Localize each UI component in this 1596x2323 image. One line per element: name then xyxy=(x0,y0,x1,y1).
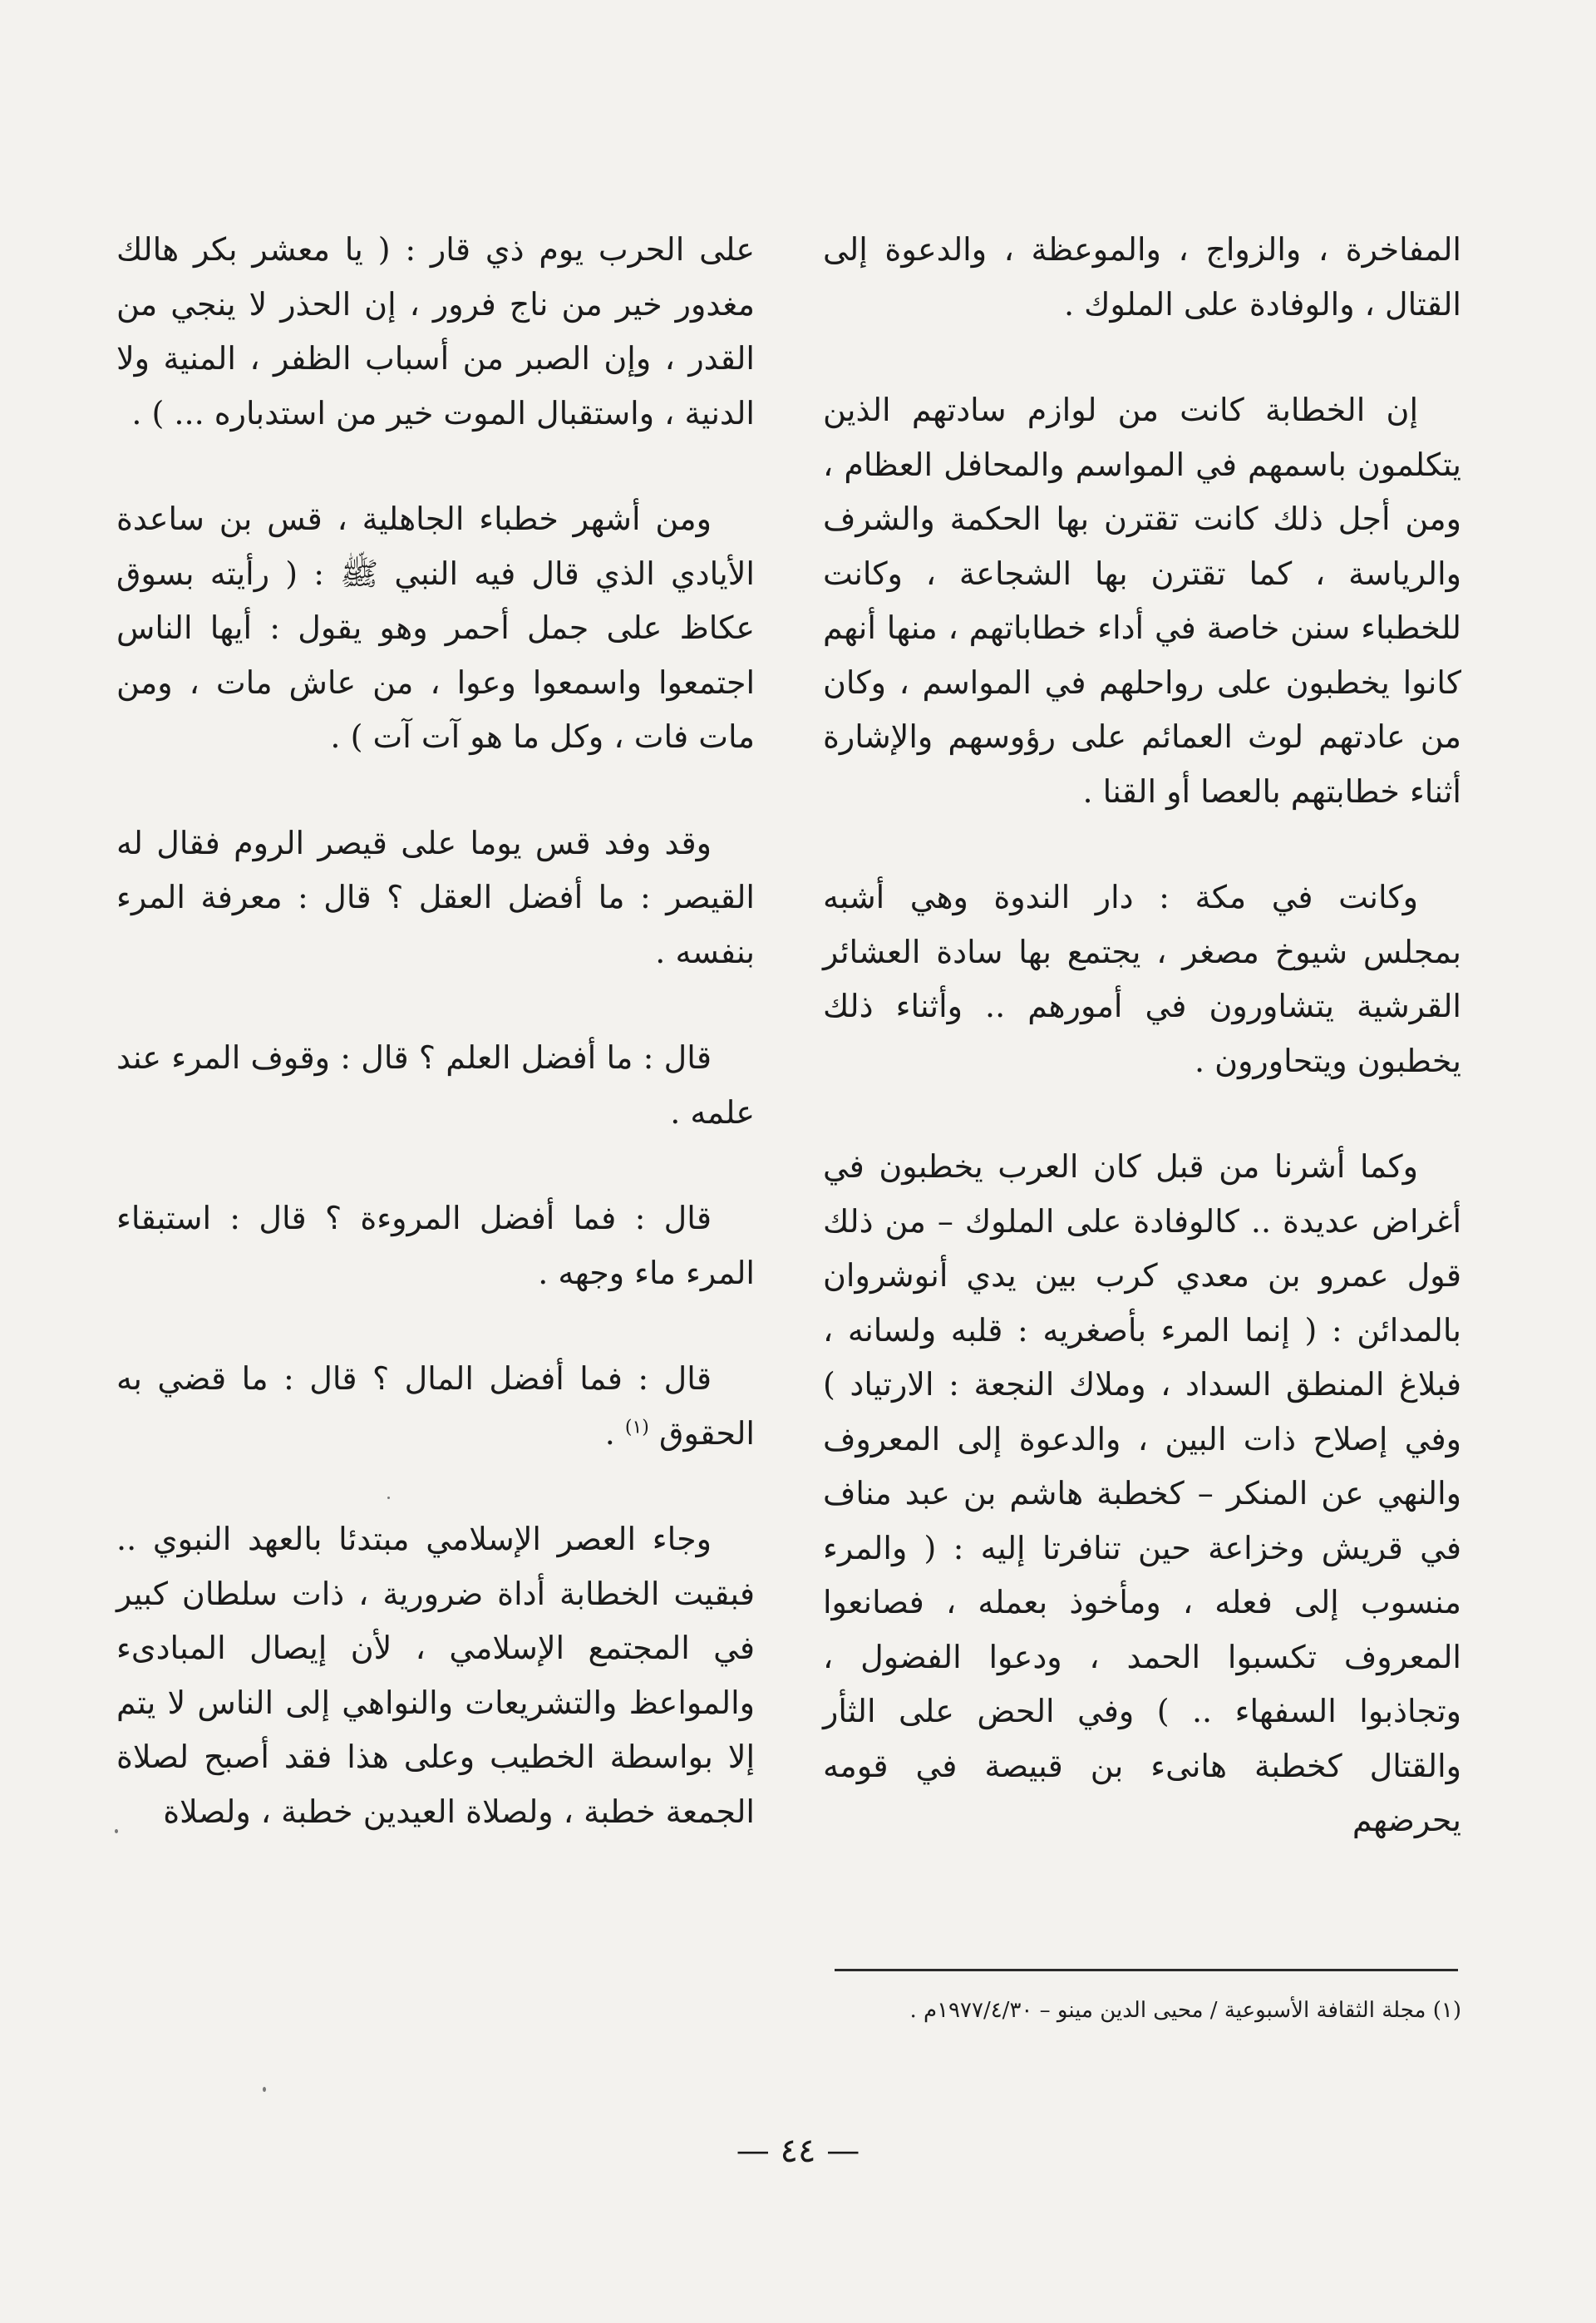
paragraph: المفاخرة ، والزواج ، والموعظة ، والدعوة إلى القتال ، والوفادة على الملوك . xyxy=(823,231,1461,323)
paragraph: قال : ما أفضل العلم ؟ قال : وقوف المرء عند علمه . xyxy=(116,1039,755,1131)
footnote-divider xyxy=(835,1969,1458,1971)
page-number: — ٤٤ — xyxy=(736,2132,860,2170)
footnote-marker: (١) xyxy=(624,1416,649,1438)
scan-speck xyxy=(263,2087,266,2092)
scan-speck xyxy=(387,1497,390,1499)
sentence-end: . xyxy=(604,1414,625,1452)
footnote: (١) مجلة الثقافة الأسبوعية / محيى الدين مينو – ١٩٧٧/٤/٣٠م . xyxy=(909,1998,1461,2023)
paragraph: إن الخطابة كانت من لوازم سادتهم الذين يتكلمون باسمهم في المواسم والمحافل العظام ، ومن أجل ذلك كانت تقترن بها الحكمة والشرف والرياسة ، كما تقترن بها الشجاعة ، وكانت للخطباء سنن خاصة في أداء خطاباتهم ، منها أنهم كانوا يخطبون على رواحلهم في المواسم ، وكان من عادتهم لوث العمائم على رؤوسهم والإشارة أثناء خطابتهم بالعصا أو القنا . xyxy=(823,392,1461,810)
paragraph: وكانت في مكة : دار الندوة وهي أشبه بمجلس شيوخ مصغر ، يجتمع بها سادة العشائر القرشية يتشاورون في أمورهم .. وأثناء ذلك يخطبون ويتحاورون . xyxy=(823,879,1461,1079)
right-text-column xyxy=(823,223,1461,1900)
left-text-column xyxy=(116,223,755,1891)
paragraph: على الحرب يوم ذي قار : ( يا معشر بكر هالك مغدور خير من ناج فرور ، إن الحذر لا ينجي من القدر ، وإن الصبر من أسباب الظفر ، المنية ولا الدنية ، واستقبال الموت خير من استدباره ... ) . xyxy=(116,231,755,432)
paragraph: قال : فما أفضل المروءة ؟ قال : استبقاء المرء ماء وجهه . xyxy=(116,1200,755,1291)
paragraph: وقد وفد قس يوما على قيصر الروم فقال له القيصر : ما أفضل العقل ؟ قال : معرفة المرء بنفسه . xyxy=(116,824,755,970)
paragraph-text: قال : فما أفضل المال ؟ قال : ما قضي به الحقوق xyxy=(116,1360,755,1452)
paragraph: ومن أشهر خطباء الجاهلية ، قس بن ساعدة الأيادي الذي قال فيه النبي ﷺ : ( رأيته بسوق عكاظ على جمل أحمر وهو يقول : أيها الناس اجتمعوا واسمعوا وعوا ، من عاش مات ، ومن مات فات ، وكل ما هو آت آت ) . xyxy=(116,501,755,755)
paragraph: وجاء العصر الإسلامي مبتدئا بالعهد النبوي .. فبقيت الخطابة أداة ضرورية ، ذات سلطان كبير في المجتمع الإسلامي ، لأن إيصال المبادىء والمواعظ والتشريعات والنواهي إلى الناس لا يتم إلا بواسطة الخطيب وعلى هذا فقد أصبح لصلاة الجمعة خطبة ، ولصلاة العيدين خطبة ، ولصلاة xyxy=(116,1521,755,1830)
paragraph-with-footnote xyxy=(116,1352,755,1461)
scan-speck xyxy=(115,1829,118,1833)
paragraph: وكما أشرنا من قبل كان العرب يخطبون في أغراض عديدة .. كالوفادة على الملوك – من ذلك قول عمرو بن معدي كرب بين يدي أنوشروان بالمدائن : ( إنما المرء بأصغريه : قلبه ولسانه ، فبلاغ المنطق السداد ، وملاك النجعة : الارتياد ) وفي إصلاح ذات البين ، والدعوة إلى المعروف والنهي عن المنكر – كخطبة هاشم بن عبد مناف في قريش وخزاعة حين تنافرتا إليه : ( والمرء منسوب إلى فعله ، ومأخوذ بعمله ، فصانعوا المعروف تكسبوا الحمد ، ودعوا الفضول ، وتجاذبوا السفهاء .. ) وفي الحض على الثأر والقتال كخطبة هانىء بن قبيصة في قومه يحرضهم xyxy=(823,1148,1461,1838)
